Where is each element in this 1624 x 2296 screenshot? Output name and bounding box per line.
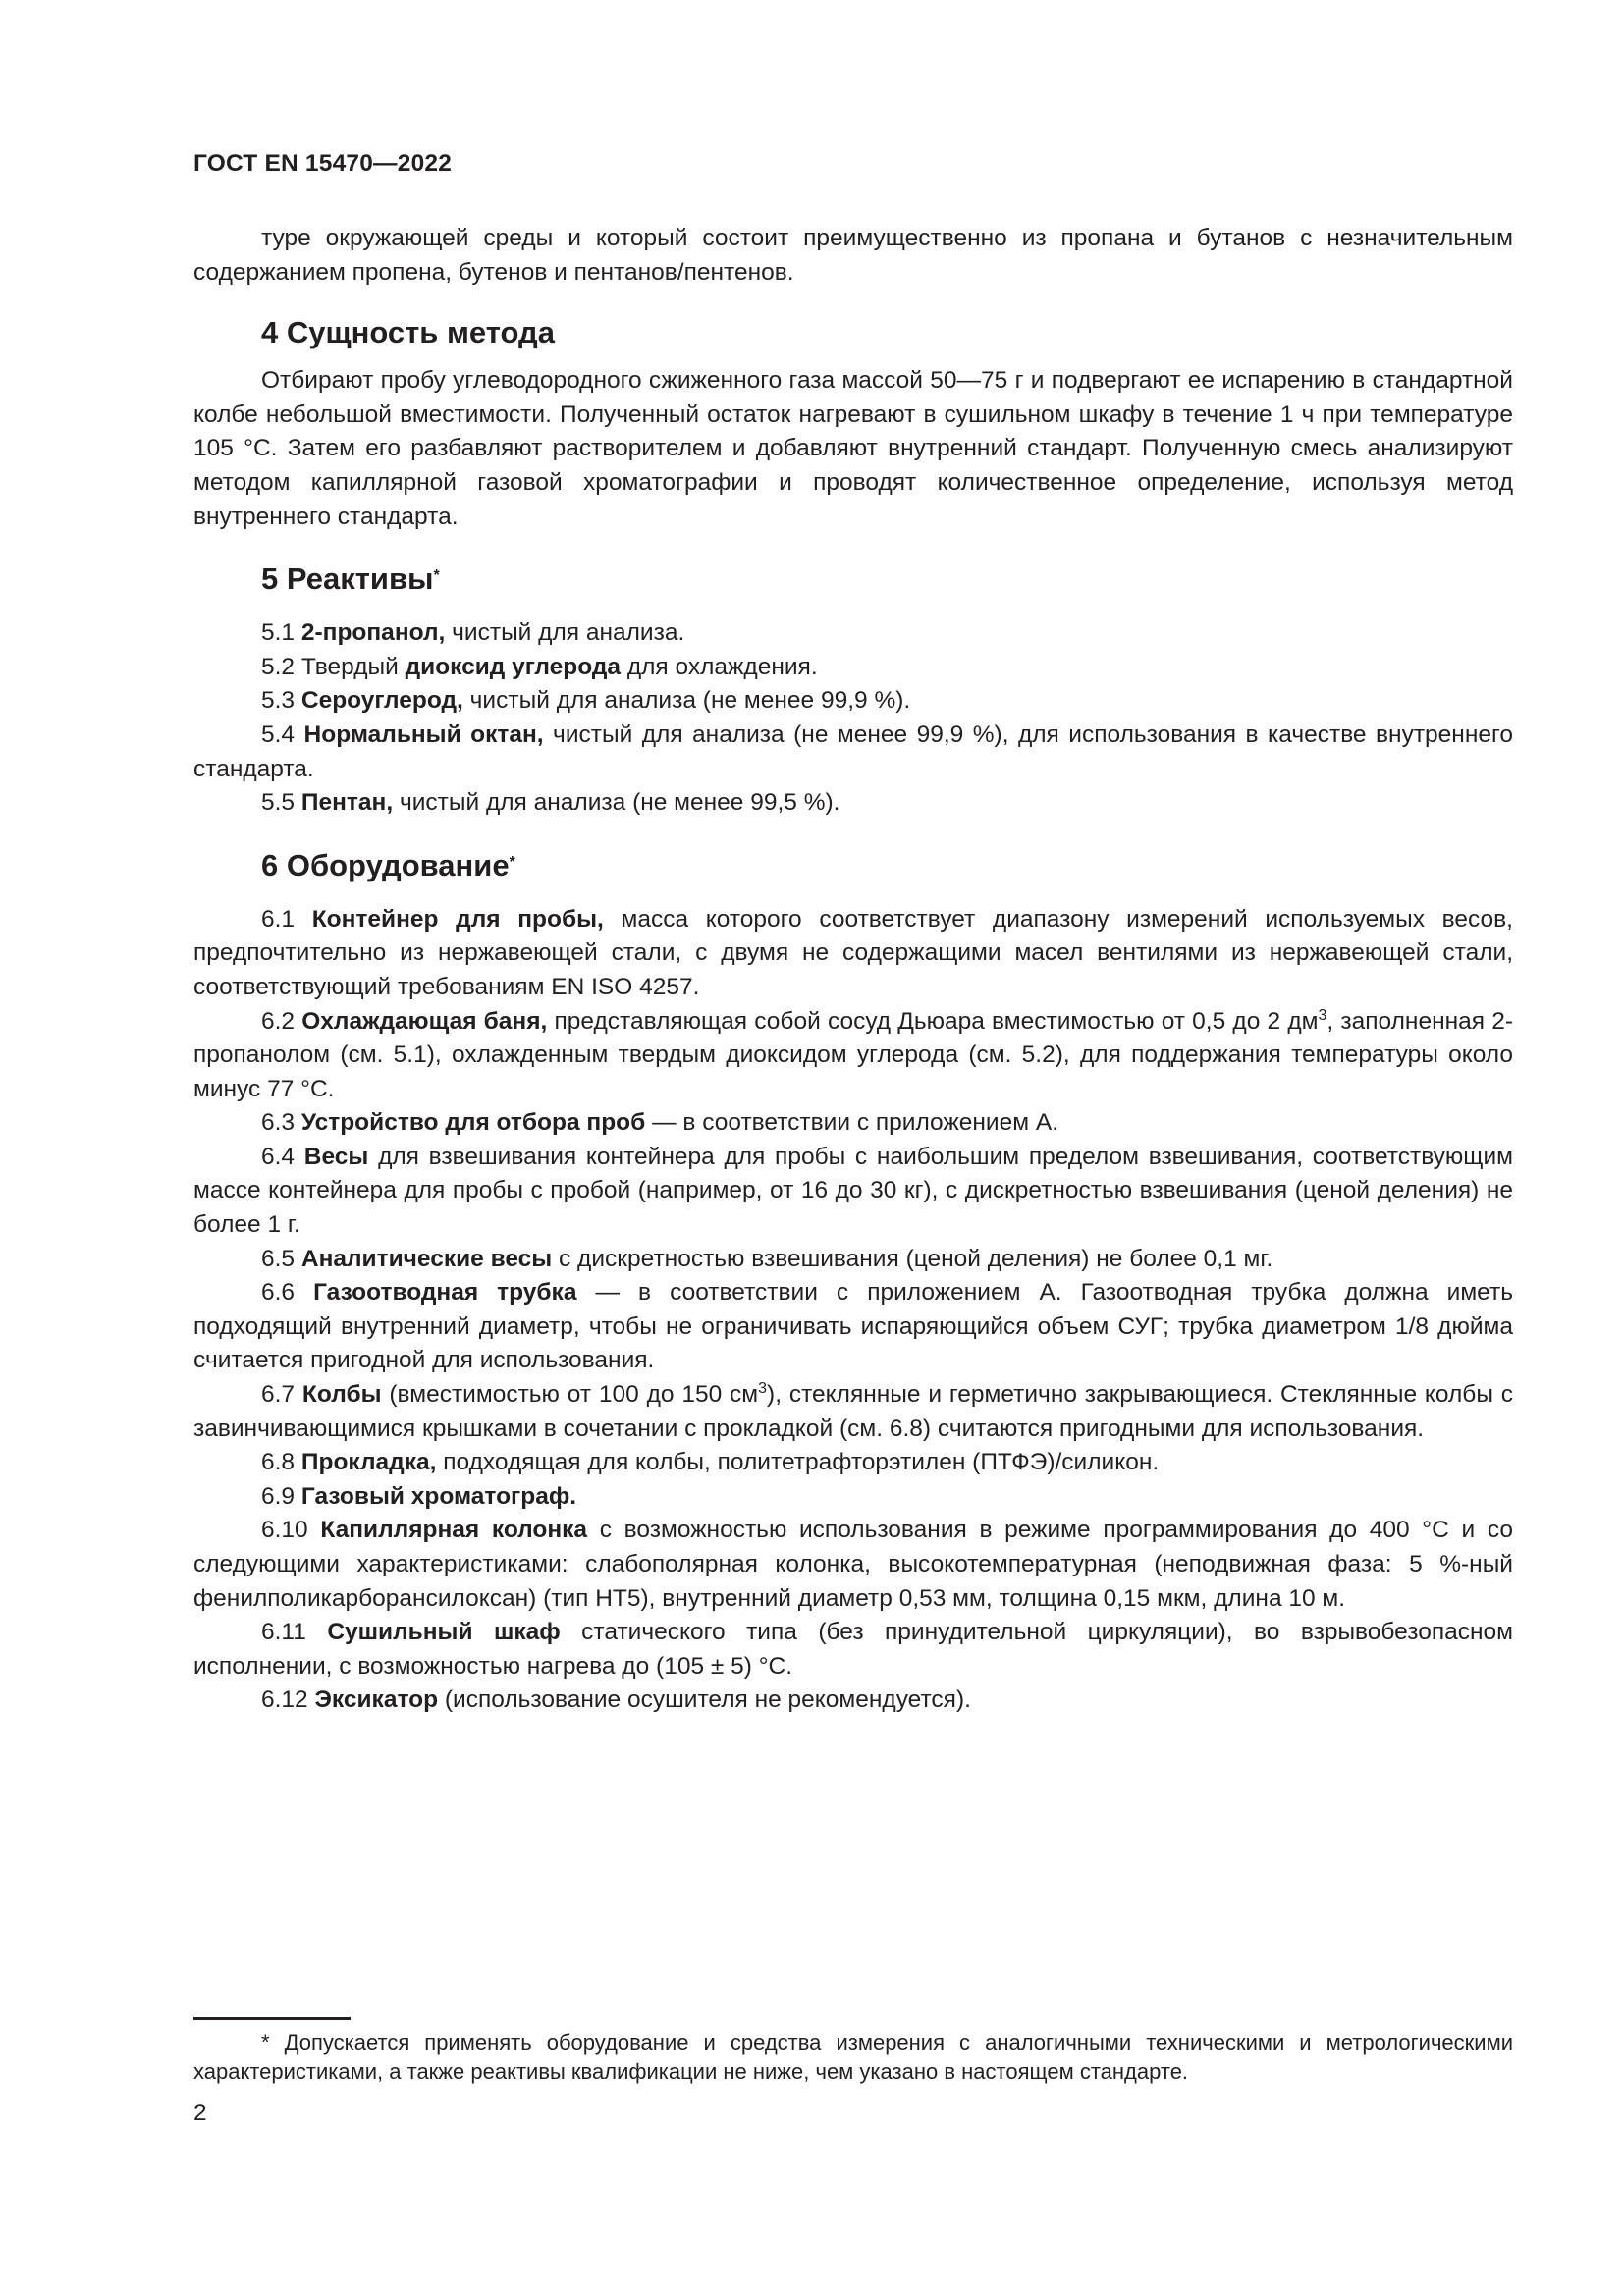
page-number: 2 bbox=[193, 2100, 207, 2126]
list-item: 6.12 Эксикатор (использование осушителя не рекомендуется). bbox=[261, 1686, 971, 1714]
list-item: 6.10 Капиллярная колонка с возможностью использования в режиме программирования до 400 °C и со следующими характеристиками: слабополярная колонка, высокотемпературная (неподвижная фаза: 5 %-ный фенилполикарборансилоксан) (тип НТ5), внутренний диаметр 0,53 мм, толщина 0,15 мкм, длина 10 м. bbox=[193, 1517, 1513, 1612]
list-item: 6.3 Устройство для отбора проб — в соответствии с приложением А. bbox=[261, 1109, 1059, 1137]
list-item: 5.2 Твердый диоксид углерода для охлаждения. bbox=[261, 653, 818, 680]
section-6-heading: 6 Оборудование* bbox=[261, 847, 515, 882]
footnote: * Допускается применять оборудование и средства измерения с аналогичными техническими и метрологическими характеристиками, а также реактивы квалификации не ниже, чем указано в настоящем стандарте. bbox=[193, 2030, 1513, 2084]
page-body bbox=[193, 222, 1513, 1718]
footnote-mark: * bbox=[433, 567, 440, 585]
list-item: 6.4 Весы для взвешивания контейнера для пробы с наибольшим пределом взвешивания, соответствующим массе контейнера для пробы с пробой (например, от 16 до 30 кг), с дискретностью взвешивания (ценой деления) не более 1 г. bbox=[193, 1143, 1513, 1239]
list-item: 6.1 Контейнер для пробы, масса которого соответствует диапазону измерений используемых весов, предпочтительно из нержавеющей стали, с двумя не содержащими масел вентилями из нержавеющей стали, соответствующий требованиям EN ISO 4257. bbox=[193, 905, 1513, 1000]
section-4-heading: 4 Сущность метода bbox=[261, 315, 555, 350]
list-item: 5.4 Нормальный октан, чистый для анализа (не менее 99,9 %), для использования в качестве внутреннего стандарта. bbox=[193, 721, 1513, 782]
list-item: 6.9 Газовый хроматограф. bbox=[261, 1482, 577, 1510]
document-header: ГОСТ EN 15470—2022 bbox=[193, 150, 453, 177]
list-item: 6.2 Охлаждающая баня, представляющая собой сосуд Дьюара вместимостью от 0,5 до 2 $дм^3$, заполненная 2-пропанолом (см. 5.1), охлажденным твердым диоксидом углерода (см. 5.2), для поддержания температуры около минус 77 °C. bbox=[193, 1006, 1513, 1102]
list-item: 6.7 Колбы (вместимостью от 100 до 150 $см^3$), стеклянные и герметично закрывающиеся. Стеклянные колбы с завинчивающимися крышками в сочетании с прокладкой (см. 6.8) считаются пригодными для использования. bbox=[193, 1380, 1514, 1442]
list-item: 6.11 Сушильный шкаф статического типа (без принудительной циркуляции), во взрывобезопасном исполнении, с возможностью нагрева до (105 ± 5) °C. bbox=[193, 1619, 1513, 1680]
footnote-divider bbox=[193, 2017, 351, 2020]
section-5-heading: 5 Реактивы* bbox=[261, 561, 440, 597]
section-4-paragraph: Отбирают пробу углеводородного сжиженного газа массой 50—75 г и подвергают ее испарению в стандартной колбе небольшой вместимости. Полученный остаток нагревают в сушильном шкафу в течение 1 ч при температуре 105 °C. Затем его разбавляют растворителем и добавляют внутренний стандарт. Полученную смесь анализируют методом капиллярной газовой хроматографии и проводят количественное определение, используя метод внутреннего стандарта. bbox=[193, 367, 1513, 530]
list-item: 6.6 Газоотводная трубка — в соответствии с приложением А. Газоотводная трубка должна иметь подходящий внутренний диаметр, чтобы не ограничивать испаряющийся объем СУГ; трубка диаметром 1/8 дюйма считается пригодной для использования. bbox=[193, 1279, 1513, 1374]
footnote-mark: * bbox=[509, 853, 515, 871]
intro-paragraph: туре окружающей среды и который состоит преимущественно из пропана и бутанов с незначительным содержанием пропена, бутенов и пентанов/пентенов. bbox=[193, 225, 1513, 286]
list-item: 5.5 Пентан, чистый для анализа (не менее 99,5 %). bbox=[261, 789, 840, 817]
list-item: 5.3 Сероуглерод, чистый для анализа (не менее 99,9 %). bbox=[261, 687, 911, 715]
list-item: 5.1 2-пропанол, чистый для анализа. bbox=[261, 619, 685, 647]
list-item: 6.8 Прокладка, подходящая для колбы, политетрафторэтилен (ПТФЭ)/силикон. bbox=[261, 1449, 1160, 1476]
list-item: 6.5 Аналитические весы с дискретностью взвешивания (ценой деления) не более 0,1 мг. bbox=[261, 1245, 1273, 1272]
